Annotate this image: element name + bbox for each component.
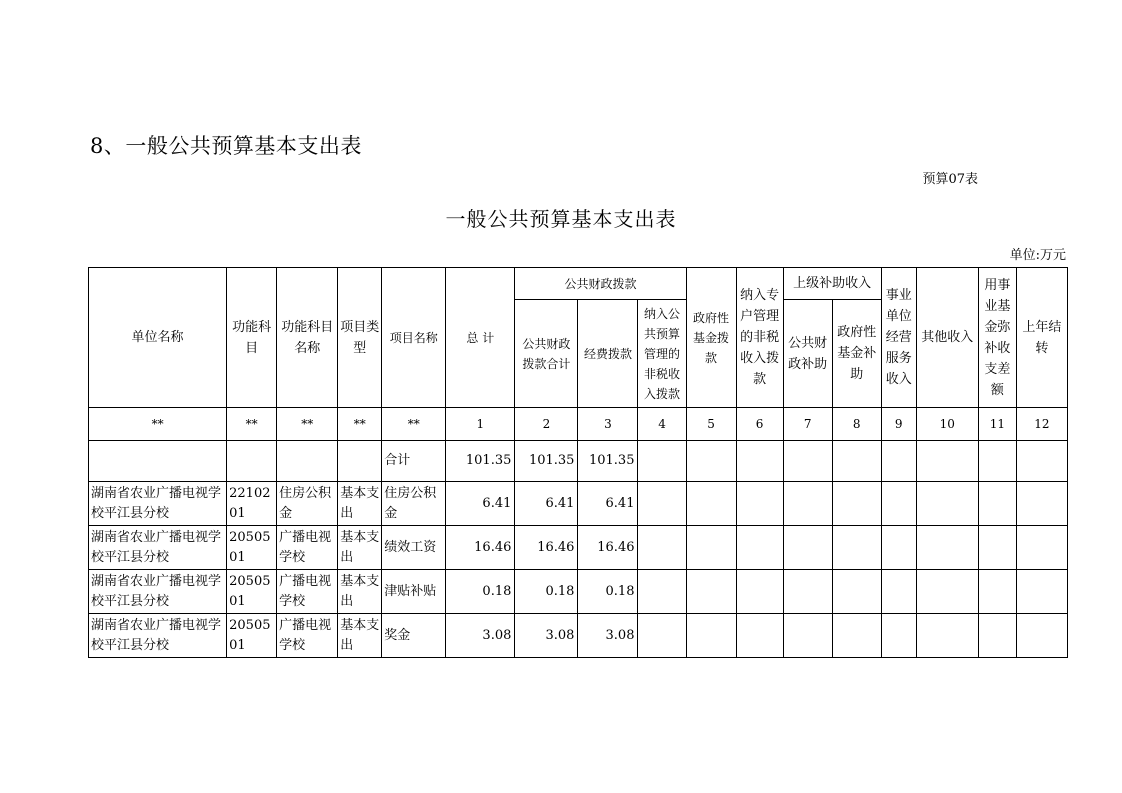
empty-cell — [832, 526, 881, 570]
empty-cell — [832, 570, 881, 614]
index-cell: 8 — [832, 408, 881, 441]
total-cell: 0.18 — [446, 570, 515, 614]
empty-cell — [686, 441, 736, 482]
empty-cell — [638, 441, 686, 482]
total-cell: 16.46 — [446, 526, 515, 570]
table-row — [89, 526, 1068, 570]
index-cell: ** — [338, 408, 382, 441]
table-row — [89, 482, 1068, 526]
index-cell: 11 — [978, 408, 1016, 441]
total-row — [89, 441, 1068, 482]
empty-cell — [881, 614, 916, 658]
index-cell: 9 — [881, 408, 916, 441]
index-cell: 1 — [446, 408, 515, 441]
unit-cell: 湖南省农业广播电视学校平江县分校 — [89, 570, 227, 614]
empty-cell — [916, 482, 978, 526]
table-code: 预算07表 — [922, 172, 978, 187]
index-cell: ** — [227, 408, 277, 441]
total-type-cell — [338, 441, 382, 482]
project-cell: 津贴补贴 — [382, 570, 446, 614]
public-total-cell: 0.18 — [515, 570, 578, 614]
operating-cell: 3.08 — [578, 614, 638, 658]
empty-cell — [916, 614, 978, 658]
empty-cell — [832, 441, 881, 482]
empty-cell — [916, 526, 978, 570]
total-unit-cell — [89, 441, 227, 482]
header-last-year: 上年结转 — [1016, 268, 1067, 408]
header-gov-fund-subsidy: 政府性基金补助 — [832, 300, 881, 408]
code-cell: 2050501 — [227, 570, 277, 614]
empty-cell — [978, 441, 1016, 482]
header-project-name: 项目名称 — [382, 268, 446, 408]
project-cell: 绩效工资 — [382, 526, 446, 570]
operating-cell: 16.46 — [578, 526, 638, 570]
table-row — [89, 614, 1068, 658]
index-cell: 5 — [686, 408, 736, 441]
empty-cell — [686, 570, 736, 614]
empty-cell — [832, 482, 881, 526]
empty-cell — [881, 570, 916, 614]
table-row — [89, 570, 1068, 614]
unit-cell: 湖南省农业广播电视学校平江县分校 — [89, 614, 227, 658]
empty-cell — [686, 614, 736, 658]
unit-cell: 湖南省农业广播电视学校平江县分校 — [89, 526, 227, 570]
subject-cell: 广播电视学校 — [277, 570, 338, 614]
type-cell: 基本支出 — [338, 570, 382, 614]
index-row — [89, 408, 1068, 441]
operating-cell: 6.41 — [578, 482, 638, 526]
header-superior-subsidy-group: 上级补助收入 — [783, 268, 881, 300]
subject-cell: 广播电视学校 — [277, 526, 338, 570]
budget-table — [88, 267, 1068, 658]
index-cell: 6 — [736, 408, 783, 441]
index-cell: 3 — [578, 408, 638, 441]
empty-cell — [832, 614, 881, 658]
empty-cell — [783, 614, 832, 658]
empty-cell — [686, 526, 736, 570]
empty-cell — [783, 482, 832, 526]
code-cell: 2210201 — [227, 482, 277, 526]
index-cell: 4 — [638, 408, 686, 441]
index-cell: 2 — [515, 408, 578, 441]
empty-cell — [736, 441, 783, 482]
empty-cell — [978, 614, 1016, 658]
empty-cell — [1016, 614, 1067, 658]
total-operating-amount: 101.35 — [578, 441, 638, 482]
type-cell: 基本支出 — [338, 482, 382, 526]
header-func-subject-name: 功能科目名称 — [277, 268, 338, 408]
subject-cell: 广播电视学校 — [277, 614, 338, 658]
project-cell: 住房公积金 — [382, 482, 446, 526]
total-cell: 6.41 — [446, 482, 515, 526]
index-cell: 10 — [916, 408, 978, 441]
total-cell: 3.08 — [446, 614, 515, 658]
total-subject-cell — [277, 441, 338, 482]
index-cell: ** — [382, 408, 446, 441]
index-cell: ** — [89, 408, 227, 441]
page-heading: 8、一般公共预算基本支出表 — [90, 134, 362, 158]
index-cell: ** — [277, 408, 338, 441]
header-project-type: 项目类型 — [338, 268, 382, 408]
type-cell: 基本支出 — [338, 614, 382, 658]
empty-cell — [978, 482, 1016, 526]
empty-cell — [1016, 482, 1067, 526]
empty-cell — [1016, 570, 1067, 614]
index-cell: 12 — [1016, 408, 1067, 441]
header-total: 总 计 — [446, 268, 515, 408]
empty-cell — [638, 526, 686, 570]
empty-cell — [916, 441, 978, 482]
empty-cell — [916, 570, 978, 614]
empty-cell — [978, 526, 1016, 570]
header-unit-name: 单位名称 — [89, 268, 227, 408]
header-func-subject: 功能科目 — [227, 268, 277, 408]
header-special-account: 纳入专户管理的非税收入拨款 — [736, 268, 783, 408]
header-public-fiscal-subsidy: 公共财政补助 — [783, 300, 832, 408]
subject-cell: 住房公积金 — [277, 482, 338, 526]
type-cell: 基本支出 — [338, 526, 382, 570]
empty-cell — [783, 526, 832, 570]
total-public-amount: 101.35 — [515, 441, 578, 482]
index-cell: 7 — [783, 408, 832, 441]
empty-cell — [638, 482, 686, 526]
header-fund-balance: 用事业基金弥补收支差额 — [978, 268, 1016, 408]
empty-cell — [736, 614, 783, 658]
public-total-cell: 16.46 — [515, 526, 578, 570]
total-label: 合计 — [382, 441, 446, 482]
empty-cell — [736, 526, 783, 570]
table-title: 一般公共预算基本支出表 — [445, 207, 677, 231]
header-public-fiscal-total: 公共财政拨款合计 — [515, 300, 578, 408]
total-code-cell — [227, 441, 277, 482]
code-cell: 2050501 — [227, 614, 277, 658]
empty-cell — [1016, 526, 1067, 570]
empty-cell — [978, 570, 1016, 614]
public-total-cell: 3.08 — [515, 614, 578, 658]
unit-cell: 湖南省农业广播电视学校平江县分校 — [89, 482, 227, 526]
empty-cell — [881, 441, 916, 482]
empty-cell — [881, 526, 916, 570]
header-other-income: 其他收入 — [916, 268, 978, 408]
header-operating-funds: 经费拨款 — [578, 300, 638, 408]
header-non-tax-budget: 纳入公共预算管理的非税收入拨款 — [638, 300, 686, 408]
empty-cell — [881, 482, 916, 526]
operating-cell: 0.18 — [578, 570, 638, 614]
public-total-cell: 6.41 — [515, 482, 578, 526]
empty-cell — [686, 482, 736, 526]
empty-cell — [736, 482, 783, 526]
code-cell: 2050501 — [227, 526, 277, 570]
empty-cell — [638, 570, 686, 614]
empty-cell — [736, 570, 783, 614]
project-cell: 奖金 — [382, 614, 446, 658]
unit-label: 单位:万元 — [1009, 248, 1066, 263]
empty-cell — [783, 570, 832, 614]
empty-cell — [1016, 441, 1067, 482]
empty-cell — [783, 441, 832, 482]
empty-cell — [638, 614, 686, 658]
header-public-fiscal-group: 公共财政拨款 — [515, 268, 686, 300]
header-business-income: 事业单位经营服务收入 — [881, 268, 916, 408]
header-gov-fund: 政府性基金拨款 — [686, 268, 736, 408]
total-amount: 101.35 — [446, 441, 515, 482]
